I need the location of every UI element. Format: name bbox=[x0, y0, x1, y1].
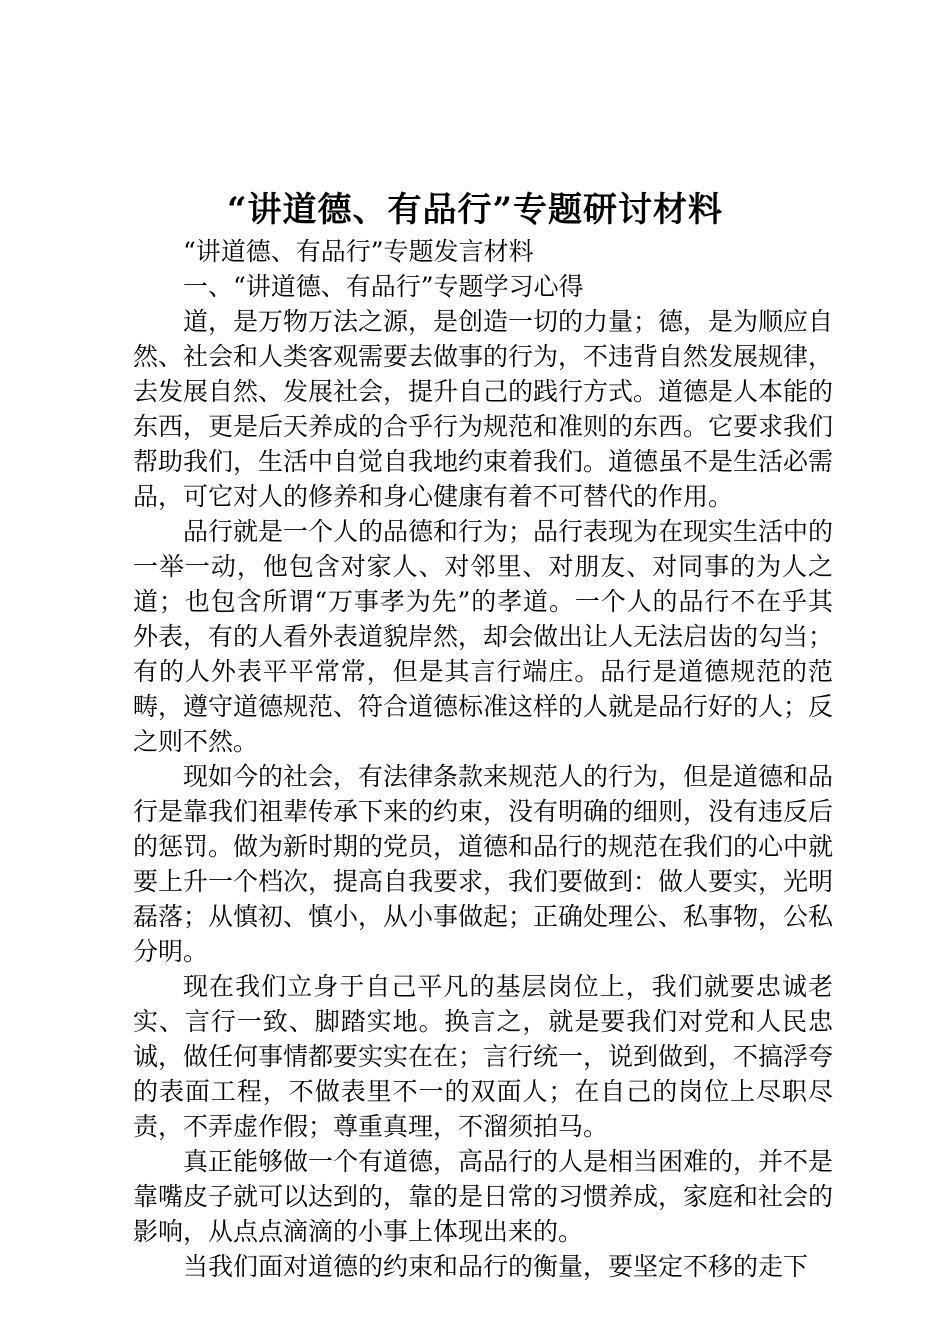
section-heading: 一、“讲道德、有品行”专题学习心得 bbox=[183, 272, 584, 301]
paragraph: 现在我们立身于自己平凡的基层岗位上，我们就要忠诚老实、言行一致、脚踏实地。换言之，就是要我们对党和人民忠诚，做任何事情都要实实在在；言行统一，说到做到，不搞浮夸的表面工程，不做表里不一的双面人；在自己的岗位上尽职尽责，不弄虚作假；尊重真理，不溜须拍马。 bbox=[133, 972, 834, 1141]
paragraph: 真正能够做一个有道德，高品行的人是相当困难的，并不是靠嘴皮子就可以达到的，靠的是日常的习惯养成，家庭和社会的影响，从点点滴滴的小事上体现出来的。 bbox=[133, 1147, 834, 1246]
paragraph: 现如今的社会，有法律条款来规范人的行为，但是道德和品行是靠我们祖辈传承下来的约束，没有明确的细则，没有违反后的惩罚。做为新时期的党员，道德和品行的规范在我们的心中就要上升一个档次，提高自我要求，我们要做到：做人要实，光明磊落；从慎初、慎小，从小事做起；正确处理公、私事物，公私分明。 bbox=[133, 762, 834, 966]
paragraph: 道，是万物万法之源，是创造一切的力量；德，是为顺应自然、社会和人类客观需要去做事的行为，不违背自然发展规律，去发展自然、发展社会，提升自己的践行方式。道德是人本能的东西，更是后天养成的合乎行为规范和准则的东西。它要求我们帮助我们，生活中自觉自我地约束着我们。道德虽不是生活必需品，可它对人的修养和身心健康有着不可替代的作用。 bbox=[133, 307, 834, 511]
subtitle: “讲道德、有品行”专题发言材料 bbox=[183, 237, 534, 266]
paragraph: 当我们面对道德的约束和品行的衡量，要坚定不移的走下 bbox=[183, 1252, 809, 1281]
document-body bbox=[133, 234, 833, 1284]
document-title: “讲道德、有品行”专题研讨材料 bbox=[226, 190, 724, 230]
paragraph: 品行就是一个人的品德和行为；品行表现为在现实生活中的一举一动，他包含对家人、对邻里、对朋友、对同事的为人之道；也包含所谓“万事孝为先”的孝道。一个人的品行不在乎其外表，有的人看外表道貌岸然，却会做出让人无法启齿的勾当；有的人外表平平常常，但是其言行端庄。品行是道德规范的范畴，遵守道德规范、符合道德标准这样的人就是品行好的人；反之则不然。 bbox=[133, 517, 834, 756]
